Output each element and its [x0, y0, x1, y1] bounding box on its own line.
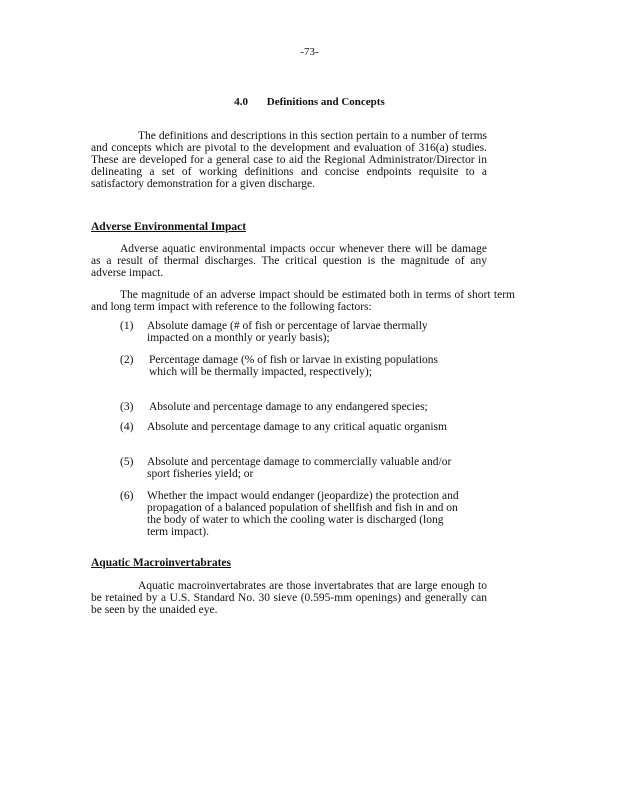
factor-number: (6)	[120, 490, 134, 502]
factor-text: Absolute and percentage damage to any critical aquatic organism	[147, 421, 447, 433]
section-title	[0, 96, 619, 108]
intro-paragraph: The definitions and descriptions in this section pertain to a number of terms and concepts which are pivotal to the development and evaluation of 316(a) studies. These are developed for a general case to aid the Regional Administrator/Director in delineating a set of working definitions and concise endpoints requisite to a satisfactory demonstration for a given discharge.	[91, 130, 487, 190]
factor-number: (1)	[120, 320, 134, 332]
factor-number: (3)	[120, 401, 134, 413]
section-number: 4.0	[234, 96, 249, 108]
section-title-text: Definitions and Concepts	[266, 96, 385, 108]
macroinvertabrates-paragraph: Aquatic macroinvertabrates are those invertabrates that are large enough to be retained by a U.S. Standard No. 30 sieve (0.595-mm openings) and generally can be seen by the unaided eye.	[91, 580, 487, 616]
macroinvertabrates-heading: Aquatic Macroinvertabrates	[91, 557, 231, 569]
factor-text: Absolute and percentage damage to any endangered species;	[149, 401, 428, 413]
factor-text: Absolute damage (# of fish or percentage of larvae thermally impacted on a monthly or yearly basis);	[147, 320, 428, 344]
factor-number: (5)	[120, 456, 134, 468]
adverse-impact-paragraph-1: Adverse aquatic environmental impacts occur whenever there will be damage as a result of thermal discharges. The critical question is the magnitude of any adverse impact.	[91, 243, 487, 279]
adverse-impact-paragraph-2: The magnitude of an adverse impact should be estimated both in terms of short term and long term impact with reference to the following factors:	[91, 289, 515, 313]
adverse-impact-heading: Adverse Environmental Impact	[91, 221, 247, 233]
factor-number: (2)	[120, 354, 134, 366]
factor-text: Whether the impact would endanger (jeopardize) the protection and propagation of a balanced population of shellfish and fish in and on the body of water to which the cooling water is discharged (long term impact).	[147, 490, 459, 538]
page-number: -73-	[300, 46, 319, 58]
factor-text: Percentage damage (% of fish or larvae in existing populations which will be thermally impacted, respectively);	[149, 354, 439, 378]
factor-text: Absolute and percentage damage to commercially valuable and/or sport fisheries yield; or	[147, 456, 452, 480]
factor-number: (4)	[120, 421, 134, 433]
